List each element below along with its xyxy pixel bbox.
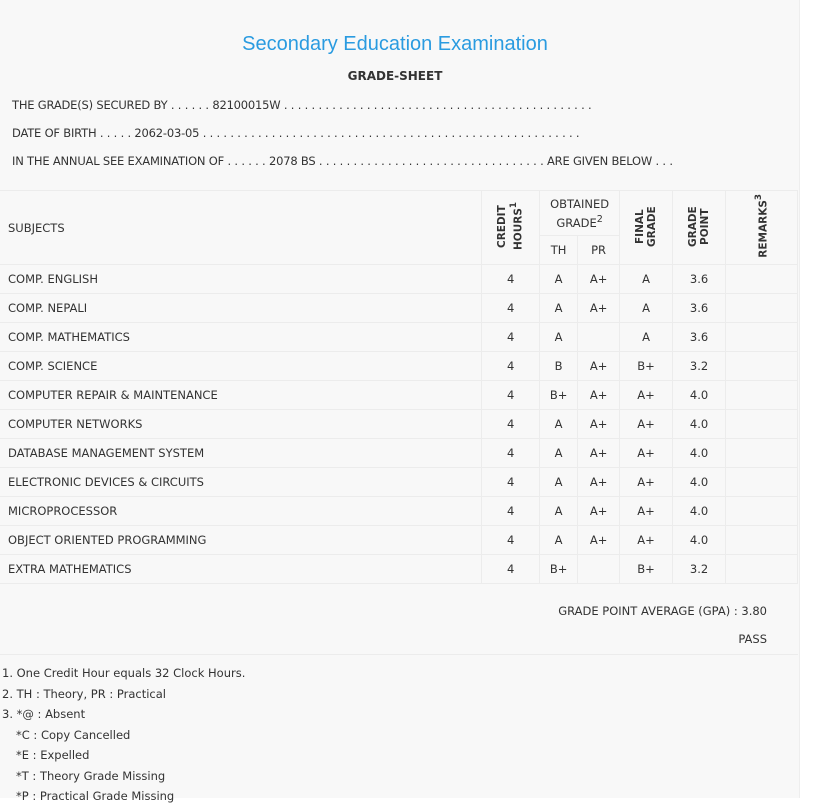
th-grade-cell: A xyxy=(540,468,578,497)
grade-point-cell: 4.0 xyxy=(673,497,726,526)
grade-point-cell: 3.6 xyxy=(673,294,726,323)
th-grade-cell: A xyxy=(540,439,578,468)
grade-point-cell: 3.6 xyxy=(673,265,726,294)
remarks-cell xyxy=(726,497,798,526)
obtained-grade-header: OBTAINED GRADE$^2$ xyxy=(540,191,620,236)
subject-cell: OBJECT ORIENTED PROGRAMMING xyxy=(0,526,482,555)
page-title: Secondary Education Examination xyxy=(242,33,548,55)
table-row xyxy=(0,497,798,526)
credit-cell: 4 xyxy=(482,265,540,294)
divider xyxy=(0,654,798,655)
footnote: 1. One Credit Hour equals 32 Clock Hours. xyxy=(2,666,246,680)
table-row xyxy=(0,294,798,323)
credit-cell: 4 xyxy=(482,468,540,497)
grade-point-cell: 4.0 xyxy=(673,410,726,439)
credit-cell: 4 xyxy=(482,497,540,526)
pr-header: PR xyxy=(578,236,620,265)
table-row xyxy=(0,352,798,381)
table-row xyxy=(0,555,798,584)
pr-grade-cell xyxy=(578,555,620,584)
subject-cell: COMP. MATHEMATICS xyxy=(0,323,482,352)
grade-point-cell: 3.2 xyxy=(673,352,726,381)
credit-cell: 4 xyxy=(482,439,540,468)
footnotes xyxy=(2,663,245,807)
remarks-cell xyxy=(726,555,798,584)
final-grade-cell: A xyxy=(620,323,673,352)
final-grade-cell: A+ xyxy=(620,381,673,410)
final-grade-cell: A xyxy=(620,294,673,323)
remarks-cell xyxy=(726,526,798,555)
final-grade-cell: A+ xyxy=(620,526,673,555)
footnote: 3. *@ : Absent xyxy=(2,707,86,721)
footnote: 2. TH : Theory, PR : Practical xyxy=(2,686,166,701)
table-row xyxy=(0,410,798,439)
table-row xyxy=(0,381,798,410)
pr-grade-cell: A+ xyxy=(578,468,620,497)
footnote: *P : Practical Grade Missing xyxy=(16,789,175,803)
grade-point-cell: 3.6 xyxy=(673,323,726,352)
remarks-cell xyxy=(726,410,798,439)
remarks-cell xyxy=(726,468,798,497)
grade-point-cell: 4.0 xyxy=(673,526,726,555)
footnote: *E : Expelled xyxy=(16,748,90,762)
table-row xyxy=(0,265,798,294)
th-grade-cell: B xyxy=(540,352,578,381)
grades-table xyxy=(0,190,798,584)
subject-cell: MICROPROCESSOR xyxy=(0,497,482,526)
subjects-header: SUBJECTS xyxy=(0,191,482,265)
credit-cell: 4 xyxy=(482,323,540,352)
dob-line: DATE OF BIRTH . . . . . 2062-03-05 . . . . . . . . . . . . . . . . . . . . . . . . . . . . . . . . . . . . . . . . . . . . . . . . . . . . . . . xyxy=(12,126,580,140)
grade-point-cell: 4.0 xyxy=(673,468,726,497)
grade-point-cell: 4.0 xyxy=(673,381,726,410)
subject-cell: COMP. ENGLISH xyxy=(0,265,482,294)
final-grade-cell: B+ xyxy=(620,555,673,584)
remarks-header: REMARKS$^3$ xyxy=(726,191,798,265)
th-grade-cell: A xyxy=(540,526,578,555)
subject-cell: COMP. SCIENCE xyxy=(0,352,482,381)
grade-point-cell: 4.0 xyxy=(673,439,726,468)
grade-point-cell: 3.2 xyxy=(673,555,726,584)
credit-cell: 4 xyxy=(482,410,540,439)
remarks-cell xyxy=(726,294,798,323)
exam-year-line: IN THE ANNUAL SEE EXAMINATION OF . . . . . . 2078 BS . . . . . . . . . . . . . . . . . . . . . . . . . . . . . . . . . ARE GIVEN BELOW . . . xyxy=(12,154,673,168)
footnote: *C : Copy Cancelled xyxy=(16,727,131,742)
subject-cell: EXTRA MATHEMATICS xyxy=(0,555,482,584)
pr-grade-cell: A+ xyxy=(578,352,620,381)
th-grade-cell: A xyxy=(540,497,578,526)
symbol-number-line: THE GRADE(S) SECURED BY . . . . . . 82100015W . . . . . . . . . . . . . . . . . . . . . . . . . . . . . . . . . . . . . . . . . . . . . xyxy=(12,98,592,112)
grade-point-header: GRADE POINT xyxy=(673,191,726,265)
table-row xyxy=(0,526,798,555)
table-row xyxy=(0,439,798,468)
page-subtitle: GRADE-SHEET xyxy=(347,69,443,83)
final-grade-cell: B+ xyxy=(620,352,673,381)
th-grade-cell: A xyxy=(540,265,578,294)
pr-grade-cell: A+ xyxy=(578,410,620,439)
result-status: PASS xyxy=(738,632,767,646)
credit-cell: 4 xyxy=(482,294,540,323)
credit-hours-header: CREDIT HOURS$^1$ xyxy=(482,191,540,265)
subject-cell: COMP. NEPALI xyxy=(0,294,482,323)
table-row xyxy=(0,468,798,497)
th-grade-cell: B+ xyxy=(540,555,578,584)
final-grade-cell: A+ xyxy=(620,410,673,439)
pr-grade-cell: A+ xyxy=(578,294,620,323)
remarks-cell xyxy=(726,265,798,294)
remarks-cell xyxy=(726,323,798,352)
credit-cell: 4 xyxy=(482,555,540,584)
pr-grade-cell: A+ xyxy=(578,497,620,526)
th-grade-cell: A xyxy=(540,323,578,352)
credit-cell: 4 xyxy=(482,381,540,410)
footnote: *T : Theory Grade Missing xyxy=(16,768,166,783)
subject-cell: COMPUTER REPAIR & MAINTENANCE xyxy=(0,381,482,410)
th-grade-cell: A xyxy=(540,410,578,439)
subject-cell: DATABASE MANAGEMENT SYSTEM xyxy=(0,439,482,468)
subject-cell: COMPUTER NETWORKS xyxy=(0,410,482,439)
credit-cell: 4 xyxy=(482,526,540,555)
final-grade-cell: A+ xyxy=(620,468,673,497)
final-grade-cell: A+ xyxy=(620,497,673,526)
pr-grade-cell: A+ xyxy=(578,381,620,410)
pr-grade-cell: A+ xyxy=(578,526,620,555)
final-grade-cell: A xyxy=(620,265,673,294)
remarks-cell xyxy=(726,439,798,468)
final-grade-header: FINAL GRADE xyxy=(620,191,673,265)
pr-grade-cell xyxy=(578,323,620,352)
gpa-value: GRADE POINT AVERAGE (GPA) : 3.80 xyxy=(558,604,767,618)
subject-cell: ELECTRONIC DEVICES & CIRCUITS xyxy=(0,468,482,497)
credit-cell: 4 xyxy=(482,352,540,381)
remarks-cell xyxy=(726,381,798,410)
pr-grade-cell: A+ xyxy=(578,265,620,294)
th-header: TH xyxy=(540,236,578,265)
th-grade-cell: A xyxy=(540,294,578,323)
table-row xyxy=(0,323,798,352)
th-grade-cell: B+ xyxy=(540,381,578,410)
remarks-cell xyxy=(726,352,798,381)
pr-grade-cell: A+ xyxy=(578,439,620,468)
final-grade-cell: A+ xyxy=(620,439,673,468)
